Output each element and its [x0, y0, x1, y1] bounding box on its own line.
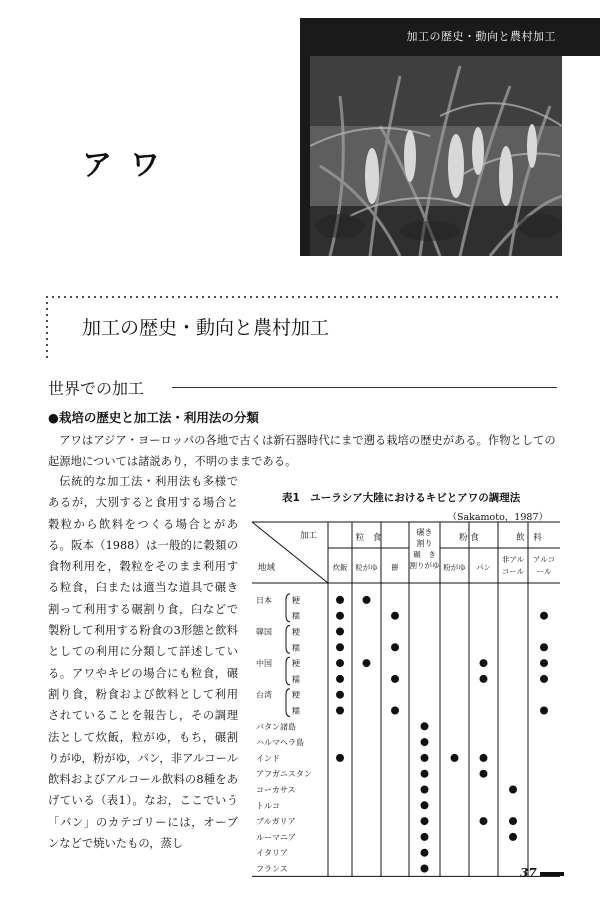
table-mark-dot — [451, 754, 459, 762]
table-column-header: 粒がゆ — [355, 563, 378, 572]
table-row-subtype: 粳 — [292, 595, 300, 605]
table-row-region: イタリア — [256, 848, 288, 858]
page-number: 37 — [520, 866, 537, 880]
table-mark-dot — [336, 691, 344, 699]
table-mark-dot — [509, 817, 517, 825]
table-mark-dot — [540, 675, 548, 683]
subtype-bracket — [286, 689, 290, 717]
table-mark-dot — [336, 612, 344, 620]
table-column-header: アルコ — [532, 555, 556, 564]
table-source: （Sakamoto，1987） — [447, 512, 548, 523]
table-row-subtype: 粳 — [292, 659, 300, 669]
table-mark-dot — [509, 786, 517, 794]
table-mark-dot — [540, 643, 548, 651]
table-mark-dot — [391, 612, 399, 620]
table-row-region: インド — [256, 753, 280, 763]
table-row-region: コーカサス — [256, 785, 296, 795]
table-column-header: ール — [536, 567, 552, 576]
table-mark-dot — [480, 770, 488, 778]
table-row-region: バタン諸島 — [256, 722, 296, 732]
table-corner-bottom: 地域 — [258, 563, 276, 573]
table-mark-dot — [421, 738, 429, 746]
table-row-subtype: 糯 — [292, 706, 300, 716]
table-mark-dot — [336, 659, 344, 667]
subtype-bracket — [286, 594, 290, 622]
table-row-subtype: 粳 — [292, 690, 300, 700]
table-row-subtype: 粳 — [292, 627, 300, 637]
table-mark-dot — [540, 612, 548, 620]
table-mark-dot — [480, 754, 488, 762]
table-column-header: 粉がゆ — [443, 563, 466, 572]
table-row-region: ブルガリア — [256, 817, 296, 827]
table-mark-dot — [540, 707, 548, 715]
page-number-bar — [540, 872, 564, 876]
table-column-header: コール — [501, 567, 525, 576]
table-mark-dot — [391, 675, 399, 683]
table-mark-dot — [509, 833, 517, 841]
table-mark-dot — [363, 659, 371, 667]
table-row-region: 中国 — [256, 659, 272, 669]
subtype-bracket — [286, 657, 290, 685]
table-row-region: 台湾 — [256, 690, 272, 700]
paragraph-methods: 伝統的な加工法・利用法も多様であるが，大別すると食用する場合と穀粒から飲料をつくる場合とがある。阪本（1988）は一般的に穀類の食物利用を，穀粒をそのまま利用する粒食，臼または適当な道具で碾き割って利用する碾割り食，臼などで製粉して利用する粉食の3形態と飲料としての利用に分類して詳述している。アワやキビの場合にも粒食，碾割り食，粉食および飲料として利用されていることを報告し，その調理法として炊飯，粒がゆ，もち，碾割りがゆ，粉がゆ，パン，非アルコール飲料およびアルコール飲料の8種をあげている（表1）。なお，ここでいう「パン」のカテゴリーには，オーブンなどで焼いたもの，蒸し — [48, 475, 238, 851]
table-row-subtype: 糯 — [292, 674, 300, 684]
table-group-header: 碾き — [416, 528, 433, 537]
paragraph-origin: アワはアジア・ヨーロッパの各地で古くは新石器時代にまで遡る栽培の歴史がある。作物としての起源地については諸説あり，不明のままである。 — [48, 434, 556, 468]
table-group-header: 飲 料 — [516, 533, 542, 543]
table-row-region: ルーマニア — [256, 832, 296, 842]
table-mark-dot — [480, 675, 488, 683]
table-mark-dot — [421, 833, 429, 841]
table-column-header: 割りがゆ — [409, 561, 440, 570]
table-column-header: 炊飯 — [332, 563, 348, 572]
table-mark-dot — [421, 722, 429, 730]
table-mark-dot — [336, 596, 344, 604]
running-header: 加工の歴史・動向と農村加工 — [406, 30, 556, 43]
table-row-region: トルコ — [256, 801, 280, 811]
table-mark-dot — [421, 865, 429, 873]
table-title: 表1 ユーラシア大陸におけるキビとアワの調理法 — [282, 492, 521, 504]
table-column-header: 非アル — [501, 555, 525, 564]
subheading-world-processing: 世界での加工 — [48, 379, 145, 398]
table-mark-dot — [540, 659, 548, 667]
table-mark-dot — [391, 643, 399, 651]
table-mark-dot — [363, 596, 371, 604]
table-mark-dot — [336, 628, 344, 636]
table-row-region: ハルマヘラ島 — [256, 738, 304, 748]
table-mark-dot — [480, 659, 488, 667]
table-row-region: アフガニスタン — [256, 769, 312, 779]
table-row-subtype: 糯 — [292, 611, 300, 621]
table-mark-dot — [421, 801, 429, 809]
table-mark-dot — [480, 817, 488, 825]
table-corner-top: 加工 — [300, 531, 318, 541]
table-mark-dot — [336, 643, 344, 651]
table-mark-dot — [336, 707, 344, 715]
table-mark-dot — [391, 707, 399, 715]
section-title: 加工の歴史・動向と農村加工 — [82, 317, 330, 339]
table-group-header: 粉 食 — [459, 533, 479, 543]
table-row-subtype: 糯 — [292, 643, 300, 653]
table-column-header: 碾 き — [413, 550, 436, 559]
table-row-region: 韓国 — [256, 627, 272, 637]
table-group-header: 割り — [416, 539, 433, 548]
subheading-history: ●栽培の歴史と加工法・利用法の分類 — [48, 410, 259, 425]
table-mark-dot — [421, 849, 429, 857]
table-mark-dot — [421, 786, 429, 794]
table-column-header: パン — [476, 563, 491, 572]
table-row-region: フランス — [256, 864, 288, 874]
table-mark-dot — [421, 817, 429, 825]
table-group-header: 粒 食 — [355, 533, 382, 543]
table-mark-dot — [421, 770, 429, 778]
table-column-header: 餅 — [391, 563, 399, 572]
subtype-bracket — [286, 626, 290, 654]
table-row-region: 日本 — [256, 595, 272, 605]
crop-title: アワ — [82, 148, 178, 183]
table-mark-dot — [336, 675, 344, 683]
table-mark-dot — [421, 754, 429, 762]
table-mark-dot — [336, 754, 344, 762]
